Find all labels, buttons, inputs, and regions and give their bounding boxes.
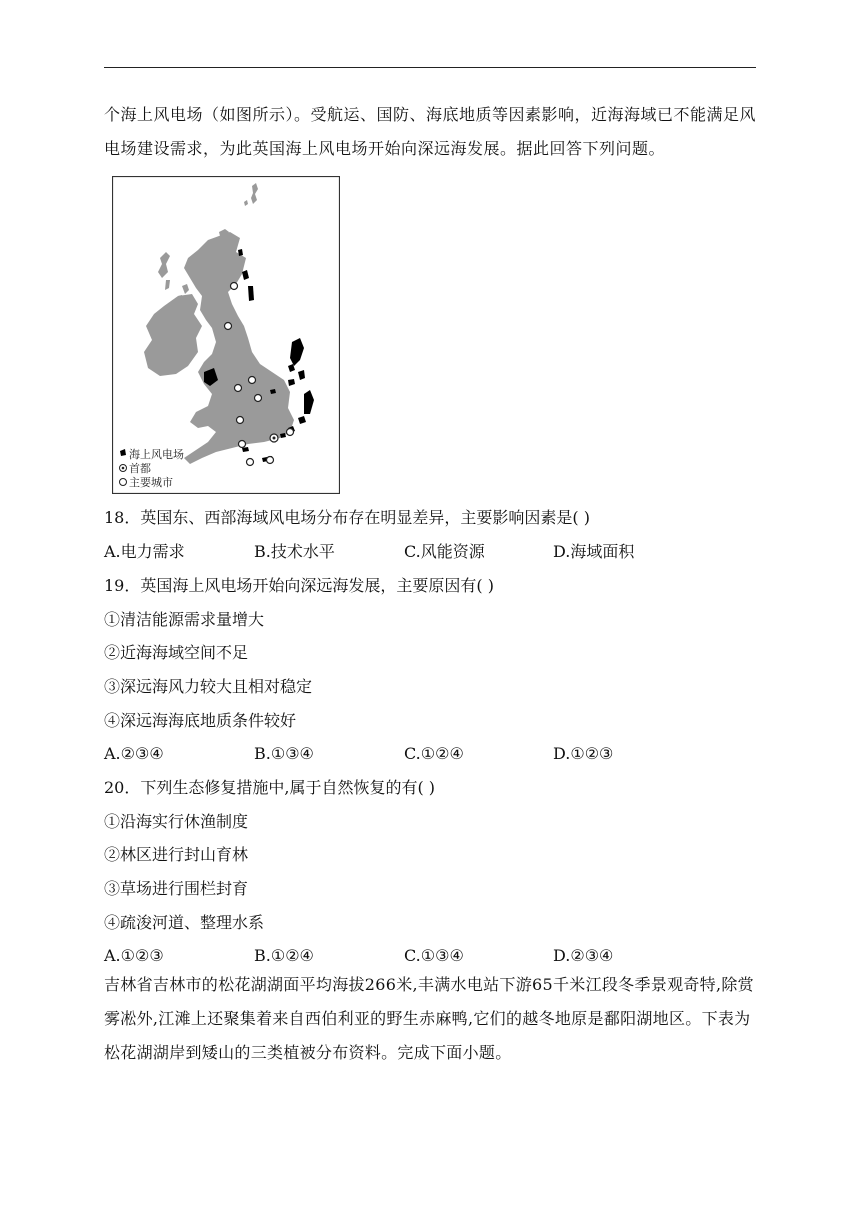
- q20-statement-4: ④疏浚河道、整理水系: [104, 913, 265, 932]
- q19-option-c[interactable]: C.①②④: [404, 744, 464, 763]
- q19-option-a[interactable]: A.②③④: [104, 744, 164, 763]
- q19-option-b[interactable]: B.①③④: [254, 744, 314, 763]
- q18-option-a[interactable]: A.电力需求: [104, 542, 185, 561]
- legend-major-city: 主要城市: [129, 476, 173, 489]
- q19-statement-2: ②近海海域空间不足: [104, 643, 249, 662]
- q20-statement-2: ②林区进行封山育林: [104, 845, 249, 864]
- q18-option-c[interactable]: C.风能资源: [404, 542, 485, 561]
- q19-option-d[interactable]: D.①②③: [553, 744, 614, 763]
- uk-wind-farm-map: [112, 176, 340, 494]
- question-20-stem: 20．下列生态修复措施中,属于自然恢复的有( ): [104, 778, 436, 797]
- q20-statement-3: ③草场进行围栏封育: [104, 879, 249, 898]
- header-rule: [104, 67, 756, 68]
- question-19-stem: 19．英国海上风电场开始向深远海发展，主要原因有( ): [104, 576, 494, 595]
- capital-marker: [270, 434, 278, 442]
- q19-statement-4: ④深远海海底地质条件较好: [104, 711, 297, 730]
- legend-wind-farm: 海上风电场: [129, 448, 184, 461]
- legend-capital: 首都: [129, 462, 151, 475]
- q18-option-b[interactable]: B.技术水平: [254, 542, 335, 561]
- question-18-stem: 18．英国东、西部海域风电场分布存在明显差异，主要影响因素是( ): [104, 508, 590, 527]
- q20-option-a[interactable]: A.①②③: [104, 946, 164, 965]
- q20-option-b[interactable]: B.①②④: [254, 946, 314, 965]
- q19-statement-3: ③深远海风力较大且相对稳定: [104, 677, 313, 696]
- q20-option-d[interactable]: D.②③④: [553, 946, 614, 965]
- q19-statement-1: ①清洁能源需求量增大: [104, 610, 265, 629]
- q18-option-d[interactable]: D.海域面积: [553, 542, 635, 561]
- q20-option-c[interactable]: C.①③④: [404, 946, 464, 965]
- intro-paragraph: 个海上风电场（如图所示）。受航运、国防、海底地质等因素影响，近海海域已不能满足风电场建设需求，为此英国海上风电场开始向深远海发展。据此回答下列问题。: [104, 105, 757, 158]
- q20-statement-1: ①沿海实行休渔制度: [104, 812, 249, 831]
- closing-paragraph: 吉林省吉林市的松花湖湖面平均海拔266米,丰满水电站下游65千米江段冬季景观奇特,除赏雾凇外,江滩上还聚集着来自西伯利亚的野生赤麻鸭,它们的越冬地原是鄱阳湖地区。下表为松花湖湖岸到矮山的三类植被分布资料。完成下面小题。: [104, 975, 754, 1062]
